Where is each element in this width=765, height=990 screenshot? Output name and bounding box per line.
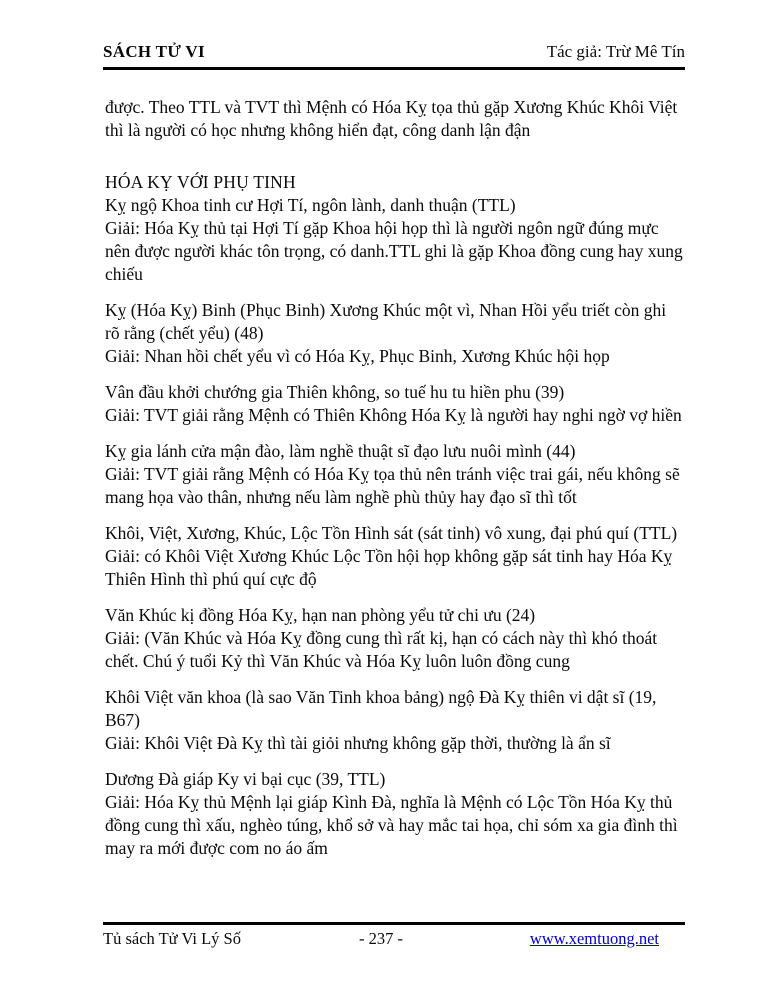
explanation-line: Giải: TVT giải rằng Mệnh có Hóa Kỵ tọa thủ nên tránh việc trai gái, nếu không sẽ mang họa vào thân, nhưng nếu làm nghề phù thủy hay đạo sĩ thì tốt bbox=[105, 464, 680, 507]
book-title: SÁCH TỬ VI bbox=[103, 42, 205, 61]
verse-block bbox=[105, 440, 685, 509]
page-footer bbox=[103, 922, 685, 949]
verse-block bbox=[105, 522, 685, 591]
verse-block bbox=[105, 604, 685, 673]
footer-link-container bbox=[474, 929, 685, 949]
verse-block bbox=[105, 381, 685, 427]
verse-block bbox=[105, 299, 685, 368]
verse-line: Khôi Việt văn khoa (là sao Văn Tinh khoa bảng) ngộ Đà Kỵ thiên vi dật sĩ (19, B67) bbox=[105, 687, 657, 730]
explanation-line: Giải: có Khôi Việt Xương Khúc Lộc Tồn hội họp không gặp sát tinh hay Hóa Kỵ Thiên Hình thì phú quí cực độ bbox=[105, 546, 673, 589]
intro-paragraph: được. Theo TTL và TVT thì Mệnh có Hóa Kỵ tọa thủ gặp Xương Khúc Khôi Việt thì là người có học nhưng không hiển đạt, công danh lận đận bbox=[105, 97, 678, 140]
verse-line: Kỵ (Hóa Kỵ) Binh (Phục Binh) Xương Khúc một vì, Nhan Hồi yểu triết còn ghi rõ rằng (chết yểu) (48) bbox=[105, 300, 667, 343]
section-title: HÓA KỴ VỚI PHỤ TINH bbox=[105, 172, 296, 192]
author-credit: Tác giả: Trừ Mê Tín bbox=[546, 42, 685, 61]
footer-series-title: Tủ sách Tử Vi Lý Số bbox=[103, 929, 241, 948]
explanation-line: Giải: TVT giải rằng Mệnh có Thiên Không Hóa Kỵ là người hay nghi ngờ vợ hiền bbox=[105, 405, 682, 425]
website-link[interactable]: www.xemtuong.net bbox=[529, 929, 659, 948]
explanation-line: Giải: Hóa Kỵ thủ tại Hợi Tí gặp Khoa hội họp thì là người ngôn ngữ đúng mực nên được người khác tôn trọng, có danh.TTL ghi là gặp Khoa đồng cung hay xung chiếu bbox=[105, 218, 683, 284]
verse-line: Kỵ ngộ Khoa tinh cư Hợi Tí, ngôn lành, danh thuận (TTL) bbox=[105, 195, 516, 215]
explanation-line: Giải: (Văn Khúc và Hóa Kỵ đồng cung thì rất kị, hạn có cách này thì khó thoát chết. Chú ý tuổi Kỷ thì Văn Khúc và Hóa Kỵ luôn luôn đồng cung bbox=[105, 628, 658, 671]
verse-line: Khôi, Việt, Xương, Khúc, Lộc Tồn Hình sát (sát tinh) vô xung, đại phú quí (TTL) bbox=[105, 523, 678, 543]
verse-block bbox=[105, 194, 685, 286]
explanation-line: Giải: Nhan hồi chết yểu vì có Hóa Kỵ, Phục Binh, Xương Khúc hội họp bbox=[105, 346, 610, 366]
explanation-line: Giải: Hóa Kỵ thủ Mệnh lại giáp Kình Đà, nghĩa là Mệnh có Lộc Tồn Hóa Kỵ thủ đồng cung thì xấu, nghèo túng, khổ sở và hay mắc tai họa, chỉ sóm xa gia đình thì may ra mới được com no áo ấm bbox=[105, 792, 678, 858]
page-body bbox=[105, 96, 685, 860]
verse-line: Văn Khúc kị đồng Hóa Kỵ, hạn nan phòng yểu tử chi ưu (24) bbox=[105, 605, 536, 625]
verse-line: Vân đầu khởi chướng gia Thiên không, so tuế hu tu hiền phu (39) bbox=[105, 382, 565, 402]
verse-block bbox=[105, 768, 685, 860]
verse-line: Kỵ gia lánh cửa mận đào, làm nghề thuật sĩ đạo lưu nuôi mình (44) bbox=[105, 441, 576, 461]
verse-line: Dương Đà giáp Ky vi bại cục (39, TTL) bbox=[105, 769, 386, 789]
explanation-line: Giải: Khôi Việt Đà Kỵ thì tài giỏi nhưng không gặp thời, thường là ẩn sĩ bbox=[105, 733, 611, 753]
verse-block bbox=[105, 686, 685, 755]
page-header bbox=[103, 42, 685, 70]
page-number: - 237 - bbox=[358, 929, 403, 948]
